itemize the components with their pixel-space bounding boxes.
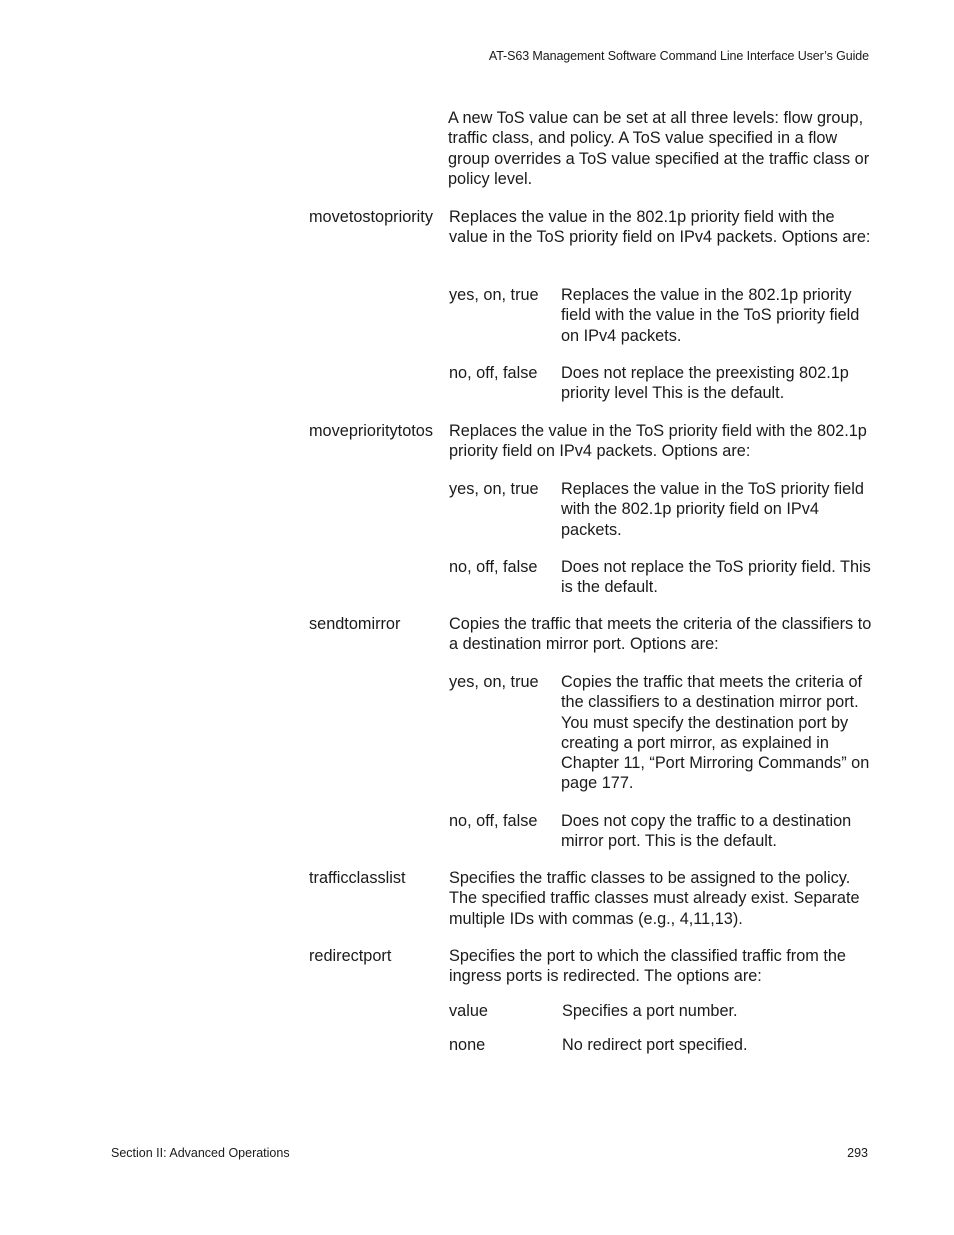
option-term: value <box>449 1002 488 1020</box>
option-description: Does not replace the ToS priority field. This is the default. <box>561 558 871 597</box>
param-term: movetostopriority <box>309 208 433 226</box>
option-term: yes, on, true <box>449 480 539 498</box>
option-term: yes, on, true <box>449 673 539 691</box>
option-description: Replaces the value in the ToS priority field with the 802.1p priority field on IPv4 packets. <box>561 480 864 539</box>
option-term: no, off, false <box>449 812 538 830</box>
param-description: Replaces the value in the ToS priority field with the 802.1p priority field on IPv4 packets. Options are: <box>449 422 867 461</box>
option-description: Specifies a port number. <box>562 1002 738 1020</box>
intro-paragraph: A new ToS value can be set at all three levels: flow group, traffic class, and policy. A ToS value specified in a flow group overrides a ToS value specified at the traffic class or policy level. <box>448 109 870 188</box>
param-term: trafficclasslist <box>309 869 406 887</box>
param-term: redirectport <box>309 947 392 965</box>
param-description: Replaces the value in the 802.1p priority field with the value in the ToS priority field on IPv4 packets. Options are: <box>449 208 871 247</box>
param-description: Copies the traffic that meets the criteria of the classifiers to a destination mirror port. Options are: <box>449 615 872 654</box>
page-number: 293 <box>847 1146 868 1160</box>
option-description: Replaces the value in the 802.1p priority field with the value in the ToS priority field on IPv4 packets. <box>561 286 860 345</box>
param-term: moveprioritytotos <box>309 422 433 440</box>
option-description: Does not copy the traffic to a destination mirror port. This is the default. <box>561 812 852 851</box>
option-term: no, off, false <box>449 558 538 576</box>
footer-section: Section II: Advanced Operations <box>111 1146 290 1160</box>
option-term: none <box>449 1036 486 1054</box>
option-term: no, off, false <box>449 364 538 382</box>
param-term: sendtomirror <box>309 615 401 633</box>
param-description: Specifies the traffic classes to be assigned to the policy. The specified traffic classes must already exist. Separate multiple IDs with commas (e.g., 4,11,13). <box>449 869 860 928</box>
option-description: No redirect port specified. <box>562 1036 748 1054</box>
option-description: Does not replace the preexisting 802.1p priority level This is the default. <box>561 364 849 403</box>
running-header: AT-S63 Management Software Command Line Interface User’s Guide <box>488 49 869 63</box>
param-description: Specifies the port to which the classified traffic from the ingress ports is redirected. The options are: <box>449 947 846 986</box>
option-description: Copies the traffic that meets the criteria of the classifiers to a destination mirror port. You must specify the destination port by creating a port mirror, as explained in Chapter 11, “Port Mirroring Commands” on page 177. <box>561 673 870 793</box>
option-term: yes, on, true <box>449 286 539 304</box>
